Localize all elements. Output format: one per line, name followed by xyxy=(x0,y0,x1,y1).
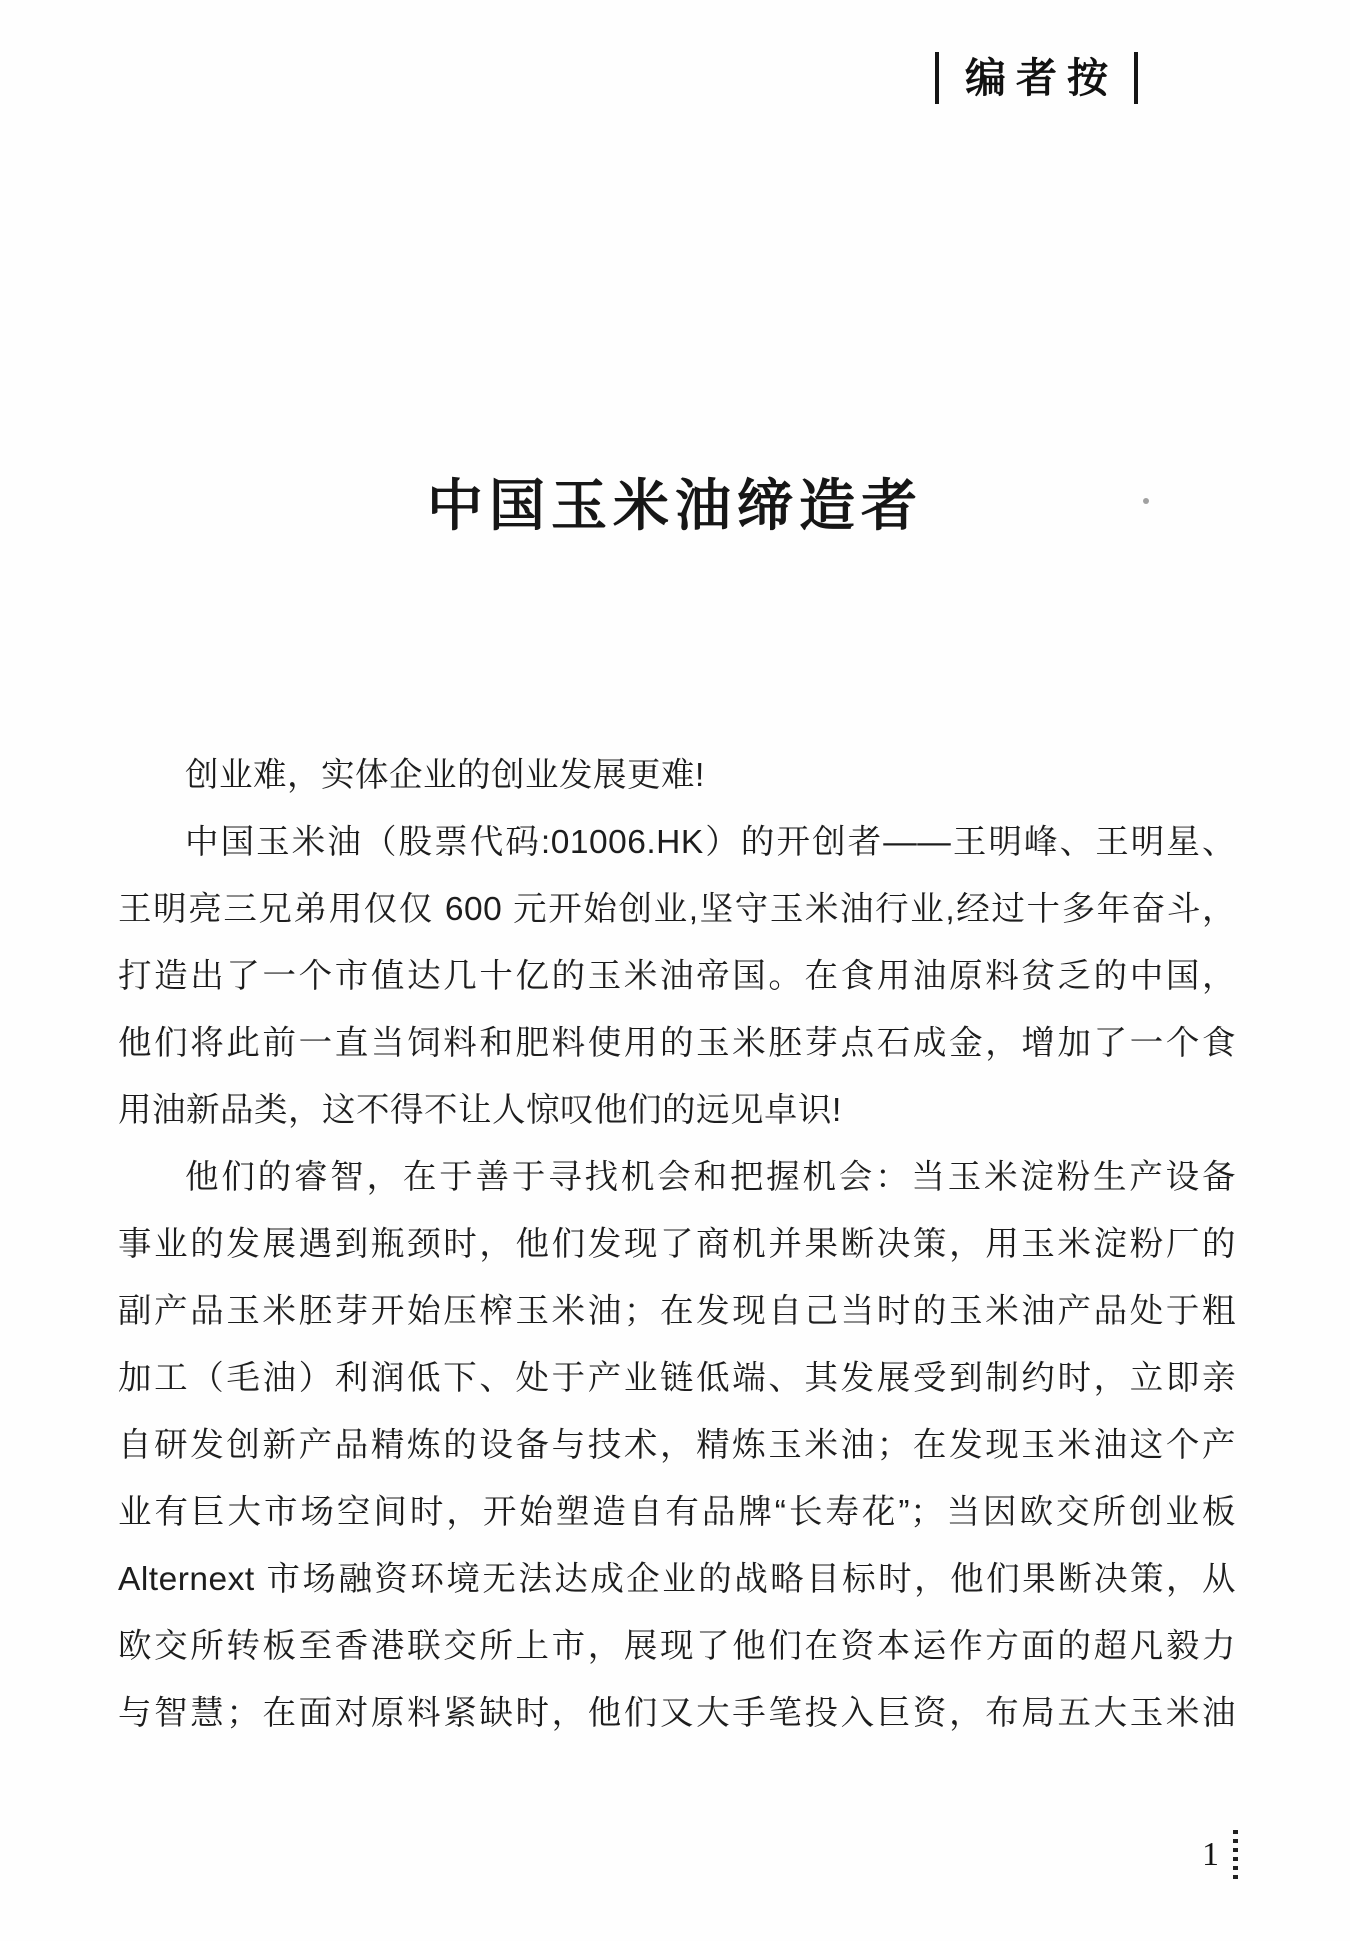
body-text xyxy=(118,742,1236,1747)
body-line: 中国玉米油（股票代码:01006.HK）的开创者——王明峰、王明星、 xyxy=(185,824,1236,861)
body-line: 与智慧；在面对原料紧缺时，他们又大手笔投入巨资，布局五大玉米油 xyxy=(118,1695,1236,1732)
page-footer xyxy=(1202,1830,1238,1880)
body-line: 业有巨大市场空间时，开始塑造自有品牌“长寿花”；当因欧交所创业板 xyxy=(118,1494,1236,1531)
body-line: 副产品玉米胚芽开始压榨玉米油；在发现自己当时的玉米油产品处于粗 xyxy=(118,1293,1236,1330)
body-line: 用油新品类，这不得不让人惊叹他们的远见卓识! xyxy=(118,1092,842,1129)
body-line: 王明亮三兄弟用仅仅 600 元开始创业,坚守玉米油行业,经过十多年奋斗， xyxy=(118,891,1236,928)
body-line: 加工（毛油）利润低下、处于产业链低端、其发展受到制约时，立即亲 xyxy=(118,1360,1236,1397)
page-title: 中国玉米油缔造者 xyxy=(427,476,923,538)
editor-note-label: 编者按 xyxy=(965,54,1118,101)
body-line: 自研发创新产品精炼的设备与技术，精炼玉米油；在发现玉米油这个产 xyxy=(118,1427,1236,1464)
body-line: Alternext 市场融资环境无法达成企业的战略目标时，他们果断决策，从 xyxy=(118,1561,1236,1598)
body-line: 他们将此前一直当饲料和肥料使用的玉米胚芽点石成金，增加了一个食 xyxy=(118,1025,1236,1062)
body-line: 他们的睿智，在于善于寻找机会和把握机会：当玉米淀粉生产设备 xyxy=(185,1159,1236,1196)
body-line: 打造出了一个市值达几十亿的玉米油帝国。在食用油原料贫乏的中国， xyxy=(118,958,1236,995)
page-number: 1 xyxy=(1202,1836,1219,1873)
stray-ink-dot xyxy=(1143,498,1149,504)
body-line: 创业难，实体企业的创业发展更难! xyxy=(185,757,705,794)
body-line: 事业的发展遇到瓶颈时，他们发现了商机并果断决策，用玉米淀粉厂的 xyxy=(118,1226,1236,1263)
editor-note-tag xyxy=(935,52,1138,104)
editor-note-right-bar xyxy=(1134,52,1138,104)
page-number-dotted-rule xyxy=(1233,1830,1238,1880)
editor-note-left-bar xyxy=(935,52,939,104)
body-line: 欧交所转板至香港联交所上市，展现了他们在资本运作方面的超凡毅力 xyxy=(118,1628,1236,1665)
